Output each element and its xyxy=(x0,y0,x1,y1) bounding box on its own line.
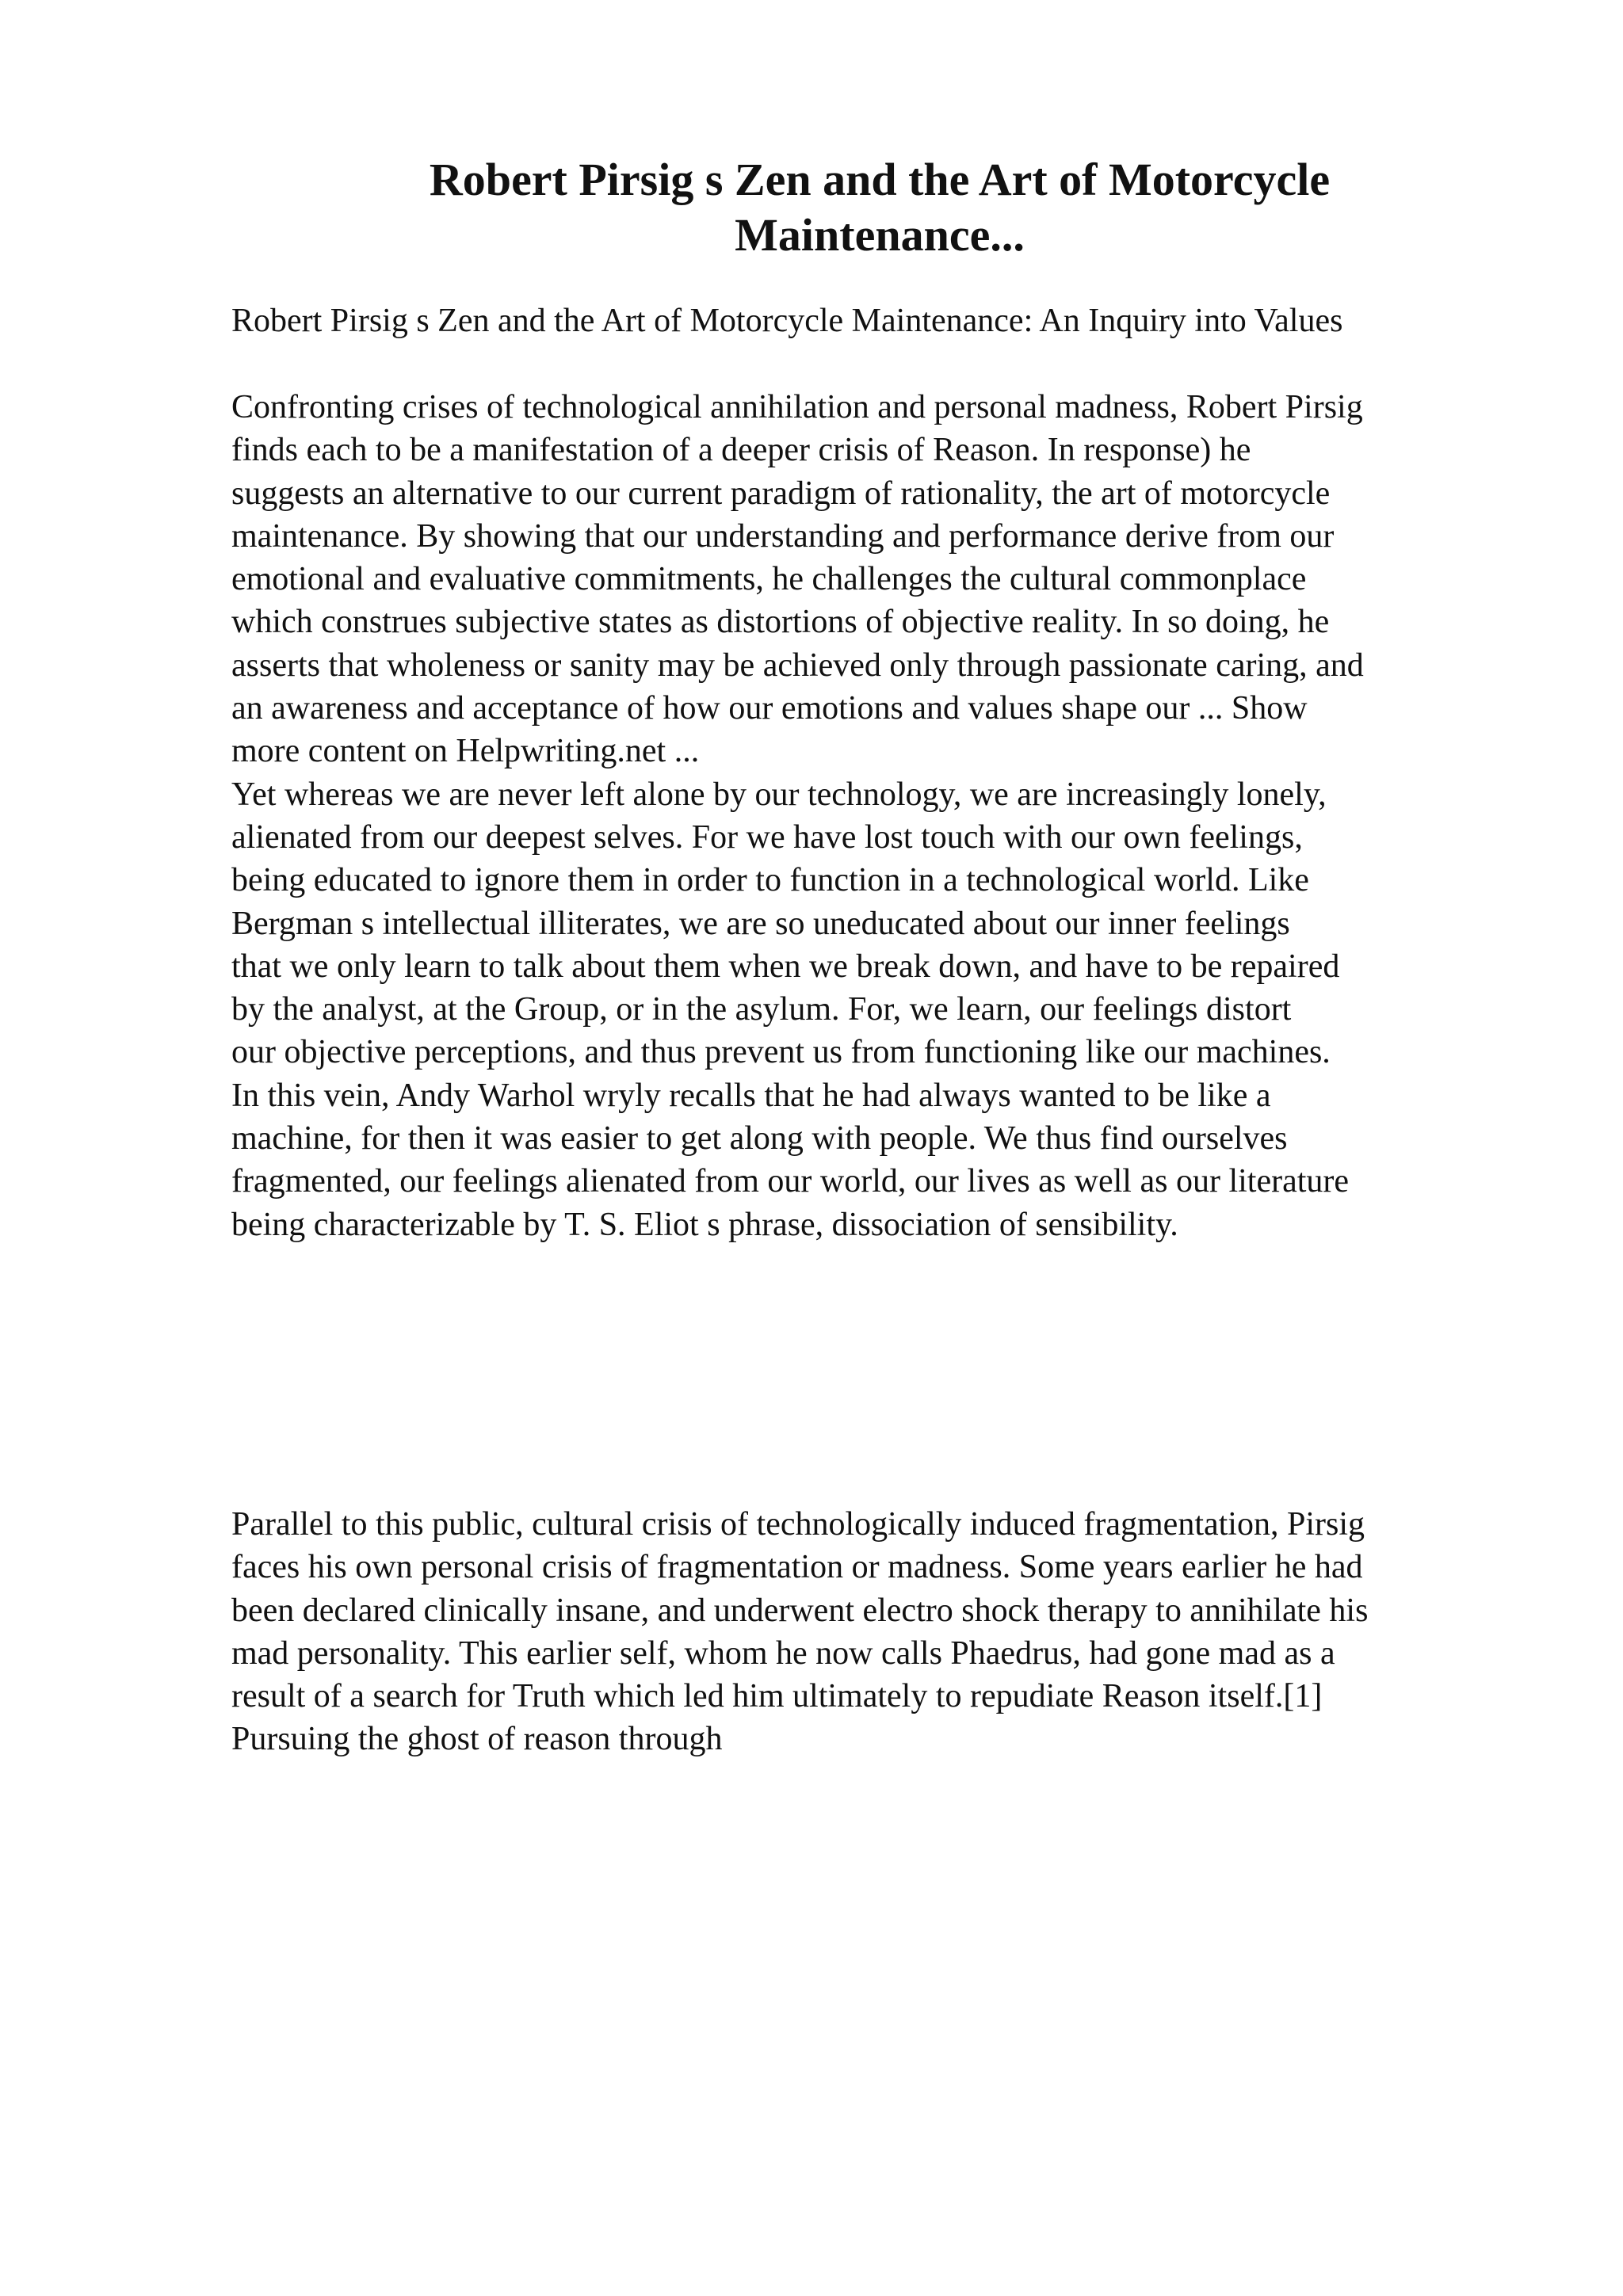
text-line: suggests an alternative to our current paradigm of rationality, the art of motorcycle xyxy=(231,475,1331,512)
text-line: Pursuing the ghost of reason through xyxy=(231,1721,723,1758)
text-line: alienated from our deepest selves. For we have lost touch with our own feelings, xyxy=(231,818,1303,856)
text-line: being educated to ignore them in order to function in a technological world. Like xyxy=(231,862,1309,899)
text-line: faces his own personal crisis of fragmentation or madness. Some years earlier he had xyxy=(231,1549,1363,1586)
text-line: more content on Helpwriting.net ... xyxy=(231,733,700,770)
text-line: Bergman s intellectual illiterates, we are so uneducated about our inner feelings xyxy=(231,905,1290,942)
text-line: maintenance. By showing that our understanding and performance derive from our xyxy=(231,517,1335,555)
text-line: In this vein, Andy Warhol wryly recalls that he had always wanted to be like a xyxy=(231,1077,1271,1114)
document-title xyxy=(317,152,1442,263)
text-line: asserts that wholeness or sanity may be achieved only through passionate caring, and xyxy=(231,646,1364,684)
text-line: by the analyst, at the Group, or in the asylum. For, we learn, our feelings distort xyxy=(231,991,1292,1028)
text-line: Confronting crises of technological annihilation and personal madness, Robert Pirsig xyxy=(231,389,1363,425)
title-line: Maintenance... xyxy=(735,209,1025,261)
text-line: Parallel to this public, cultural crisis of technologically induced fragmentation, Pirsig xyxy=(231,1506,1365,1543)
text-line: that we only learn to talk about them when we break down, and have to be repaired xyxy=(231,948,1340,985)
text-line: our objective perceptions, and thus prevent us from functioning like our machines. xyxy=(231,1034,1331,1071)
text-line: result of a search for Truth which led him ultimately to repudiate Reason itself.[1] xyxy=(231,1678,1323,1715)
text-line: fragmented, our feelings alienated from our world, our lives as well as our literature xyxy=(231,1163,1350,1200)
text-line: finds each to be a manifestation of a deeper crisis of Reason. In response) he xyxy=(231,432,1251,469)
text-line: mad personality. This earlier self, whom he now calls Phaedrus, had gone mad as a xyxy=(231,1634,1335,1672)
text-line: which construes subjective states as distortions of objective reality. In so doing, he xyxy=(231,604,1330,641)
paragraph-2 xyxy=(231,1503,1499,1761)
text-line: being characterizable by T. S. Eliot s phrase, dissociation of sensibility. xyxy=(231,1206,1178,1243)
text-line: an awareness and acceptance of how our emotions and values shape our ... Show xyxy=(231,690,1308,727)
text-line: machine, for then it was easier to get along with people. We thus find ourselves xyxy=(231,1120,1288,1158)
text-line: emotional and evaluative commitments, he challenges the cultural commonplace xyxy=(231,561,1307,598)
title-line: Robert Pirsig s Zen and the Art of Motorcycle xyxy=(429,154,1331,205)
text-line: Yet whereas we are never left alone by our technology, we are increasingly lonely, xyxy=(231,776,1327,813)
paragraph-1 xyxy=(231,386,1499,1246)
document-subtitle: Robert Pirsig s Zen and the Art of Motorcycle Maintenance: An Inquiry into Values xyxy=(231,303,1343,339)
text-line: been declared clinically insane, and underwent electro shock therapy to annihilate his xyxy=(231,1592,1369,1629)
